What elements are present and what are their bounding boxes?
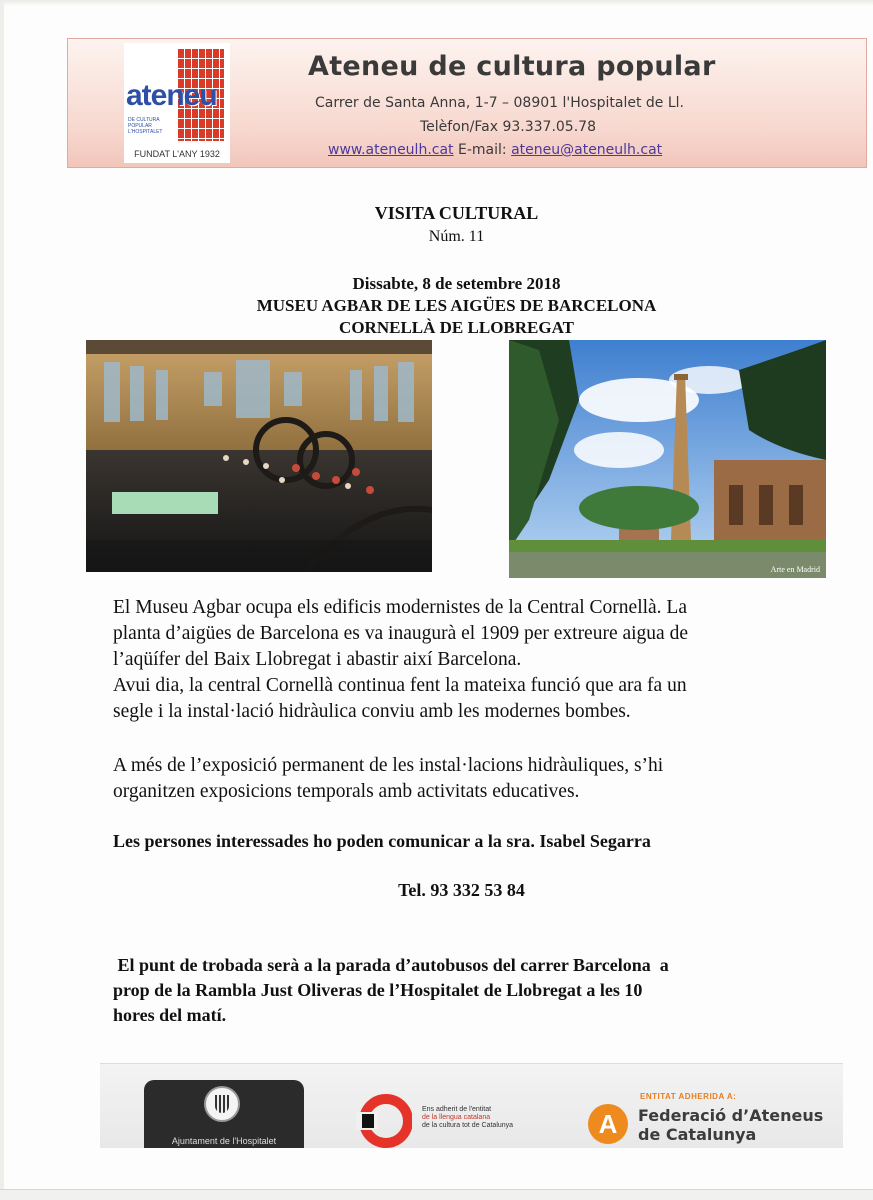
event-kind: VISITA CULTURAL [374,203,539,223]
website-link[interactable]: www.ateneulh.cat [328,142,454,158]
federacio-name-line: de Catalunya [638,1125,757,1144]
logo-founded: FUNDAT L'ANY 1932 [134,149,220,159]
exhibitions-line: organitzen exposicions temporals amb activitats educatives. [113,781,580,802]
ateneu-logo [124,43,230,163]
museum-description [113,595,833,725]
cultura-catalana-logo-icon [356,1094,412,1148]
contact-line [328,142,662,158]
ajuntament-logo [144,1080,304,1148]
exhibitions-line: A més de l’exposició permanent de les instal·lacions hidràuliques, s’hi [113,755,664,776]
event-museum: MUSEU AGBAR DE LES AIGÜES DE BARCELONA [256,296,657,315]
logo-word: ateneu [126,79,217,112]
meeting-line: hores del matí. [113,1005,227,1025]
photo-caption: Arte en Madrid [770,565,820,574]
organization-title: Ateneu de cultura popular [308,51,716,82]
event-number: Núm. 11 [428,228,485,245]
federacio-label: ENTITAT ADHERIDA A: [640,1092,737,1101]
federacio-name-line: Federació d’Ateneus [638,1106,824,1125]
federacio-name [638,1106,838,1144]
scan-bottom-edge [0,1189,873,1200]
logo-subtitle: DE CULTURA POPULAR L'HOSPITALET [128,117,163,135]
cultura-catalana-text [422,1106,542,1130]
email-link[interactable]: ateneu@ateneulh.cat [511,142,663,158]
organization-address: Carrer de Santa Anna, 1-7 – 08901 l'Hospitalet de Ll. [315,95,684,111]
description-line: planta d’aigües de Barcelona es va inaugurà el 1909 per extreure aigua de [113,623,688,644]
meeting-line: El punt de trobada serà a la parada d’autobusos del carrer Barcelona a [113,955,669,975]
event-date: Dissabte, 8 de setembre 2018 [352,274,561,293]
description-line: El Museu Agbar ocupa els edificis modernistes de la Central Cornellà. La [113,597,688,618]
city-seal-icon [204,1086,240,1122]
ccat-line: de la cultura tot de Catalunya [422,1122,514,1129]
contact-telephone: Tel. 93 332 53 84 [398,880,525,900]
meeting-point-paragraph [113,953,793,1028]
scan-edge [0,0,873,6]
contact-paragraph: Les persones interessades ho poden comunicar a la sra. Isabel Segarra [113,831,651,851]
sponsors-footer [100,1063,843,1148]
description-line: l’aqüífer del Baix Llobregat i abastir així Barcelona. [113,649,522,670]
scan-left-edge [0,0,4,1200]
organization-phone: Telèfon/Fax 93.337.05.78 [420,119,596,135]
museum-interior-photo [86,340,432,572]
ccat-line: de la llengua catalana [422,1114,491,1121]
ccat-line: Ens adherit de l'entitat [422,1106,492,1113]
meeting-line: prop de la Rambla Just Oliveras de l’Hospitalet de Llobregat a les 10 [113,980,643,1000]
email-label: E-mail: [458,142,507,158]
federacio-logo-icon: A [588,1104,628,1144]
description-line: Avui dia, la central Cornellà continua fent la mateixa funció que ara fa un [113,675,687,696]
event-location: CORNELLÀ DE LLOBREGAT [339,318,574,337]
ajuntament-name: Ajuntament de l'Hospitalet [171,1136,277,1146]
description-line: segle i la instal·lació hidràulica conviu amb les modernes bombes. [113,701,631,722]
exhibitions-paragraph [113,753,833,805]
museum-exterior-photo [509,340,826,578]
header-banner [67,38,867,168]
